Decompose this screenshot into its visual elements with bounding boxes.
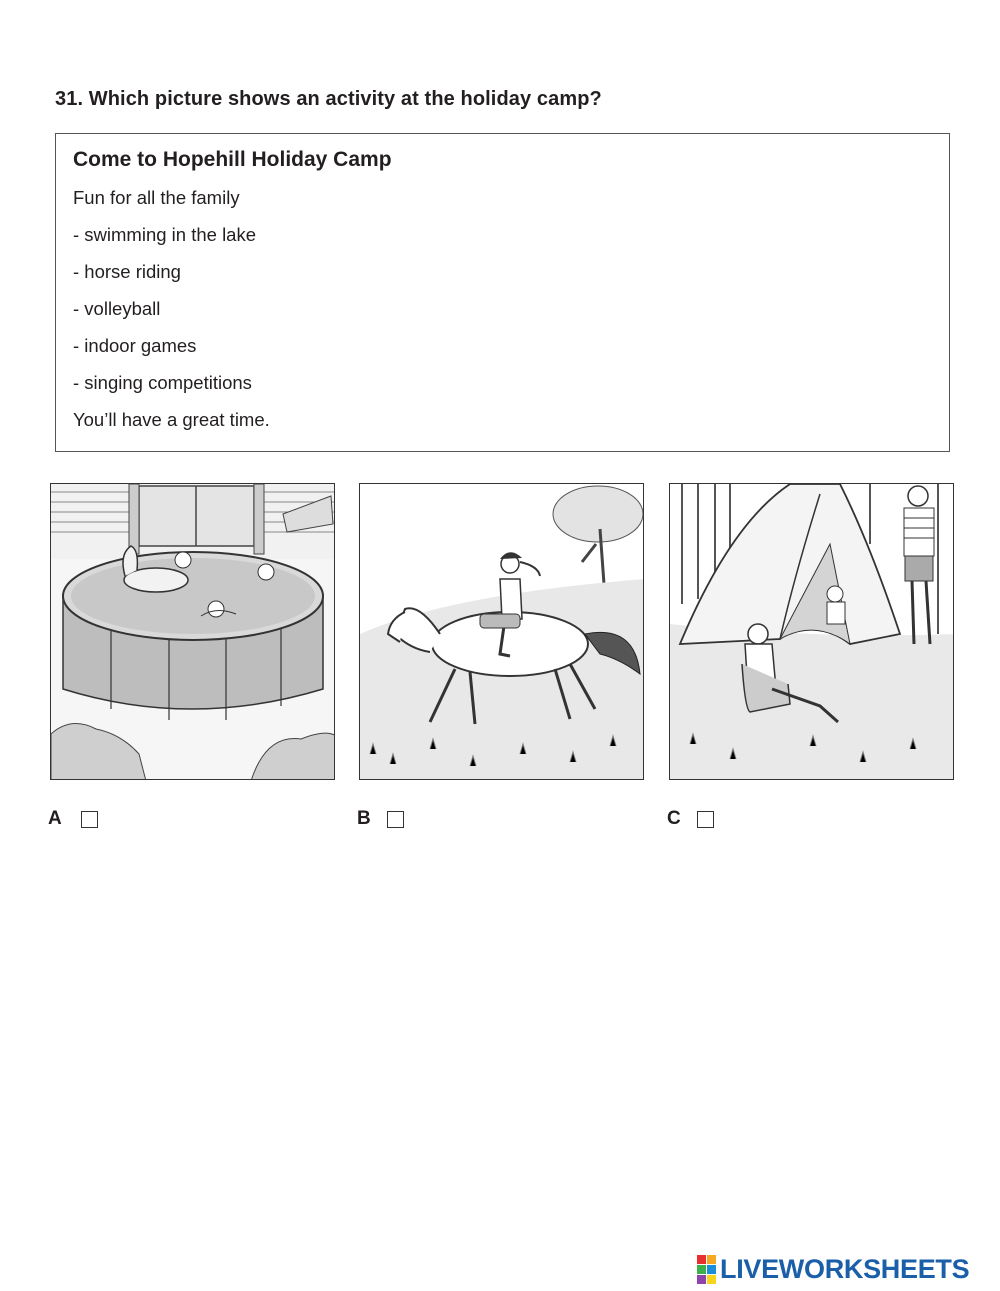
option-a-checkbox[interactable] [81,811,98,828]
option-b-checkbox[interactable] [387,811,404,828]
advert-line: - indoor games [73,335,197,356]
advert-line: - swimming in the lake [73,224,257,245]
advert-title: Come to Hopehill Holiday Camp [73,148,392,171]
logo-block [707,1265,716,1274]
option-c-label: C [667,808,681,829]
advert-line: - volleyball [73,298,161,319]
advert-line: Fun for all the family [73,187,240,208]
logo-block [697,1265,706,1274]
logo-block [697,1255,706,1264]
question-text: 31. Which picture shows an activity at the holiday camp? [55,88,602,110]
advert-line: - horse riding [73,261,181,282]
picture-b-horse-riding [359,483,644,780]
option-c-checkbox[interactable] [697,811,714,828]
option-a-label: A [48,808,62,829]
advert-line: You’ll have a great time. [73,409,270,430]
picture-a-swimming-pool [50,483,335,780]
advert-box [55,133,950,452]
logo-blocks-icon [697,1255,716,1284]
option-b-label: B [357,808,371,829]
logo-block [707,1255,716,1264]
picture-c-camping [669,483,954,780]
logo-block [697,1275,706,1284]
logo-block [707,1275,716,1284]
logo-text: LIVEWORKSHEETS [720,1253,970,1284]
advert-line: - singing competitions [73,372,252,393]
liveworksheets-logo [697,1254,969,1284]
